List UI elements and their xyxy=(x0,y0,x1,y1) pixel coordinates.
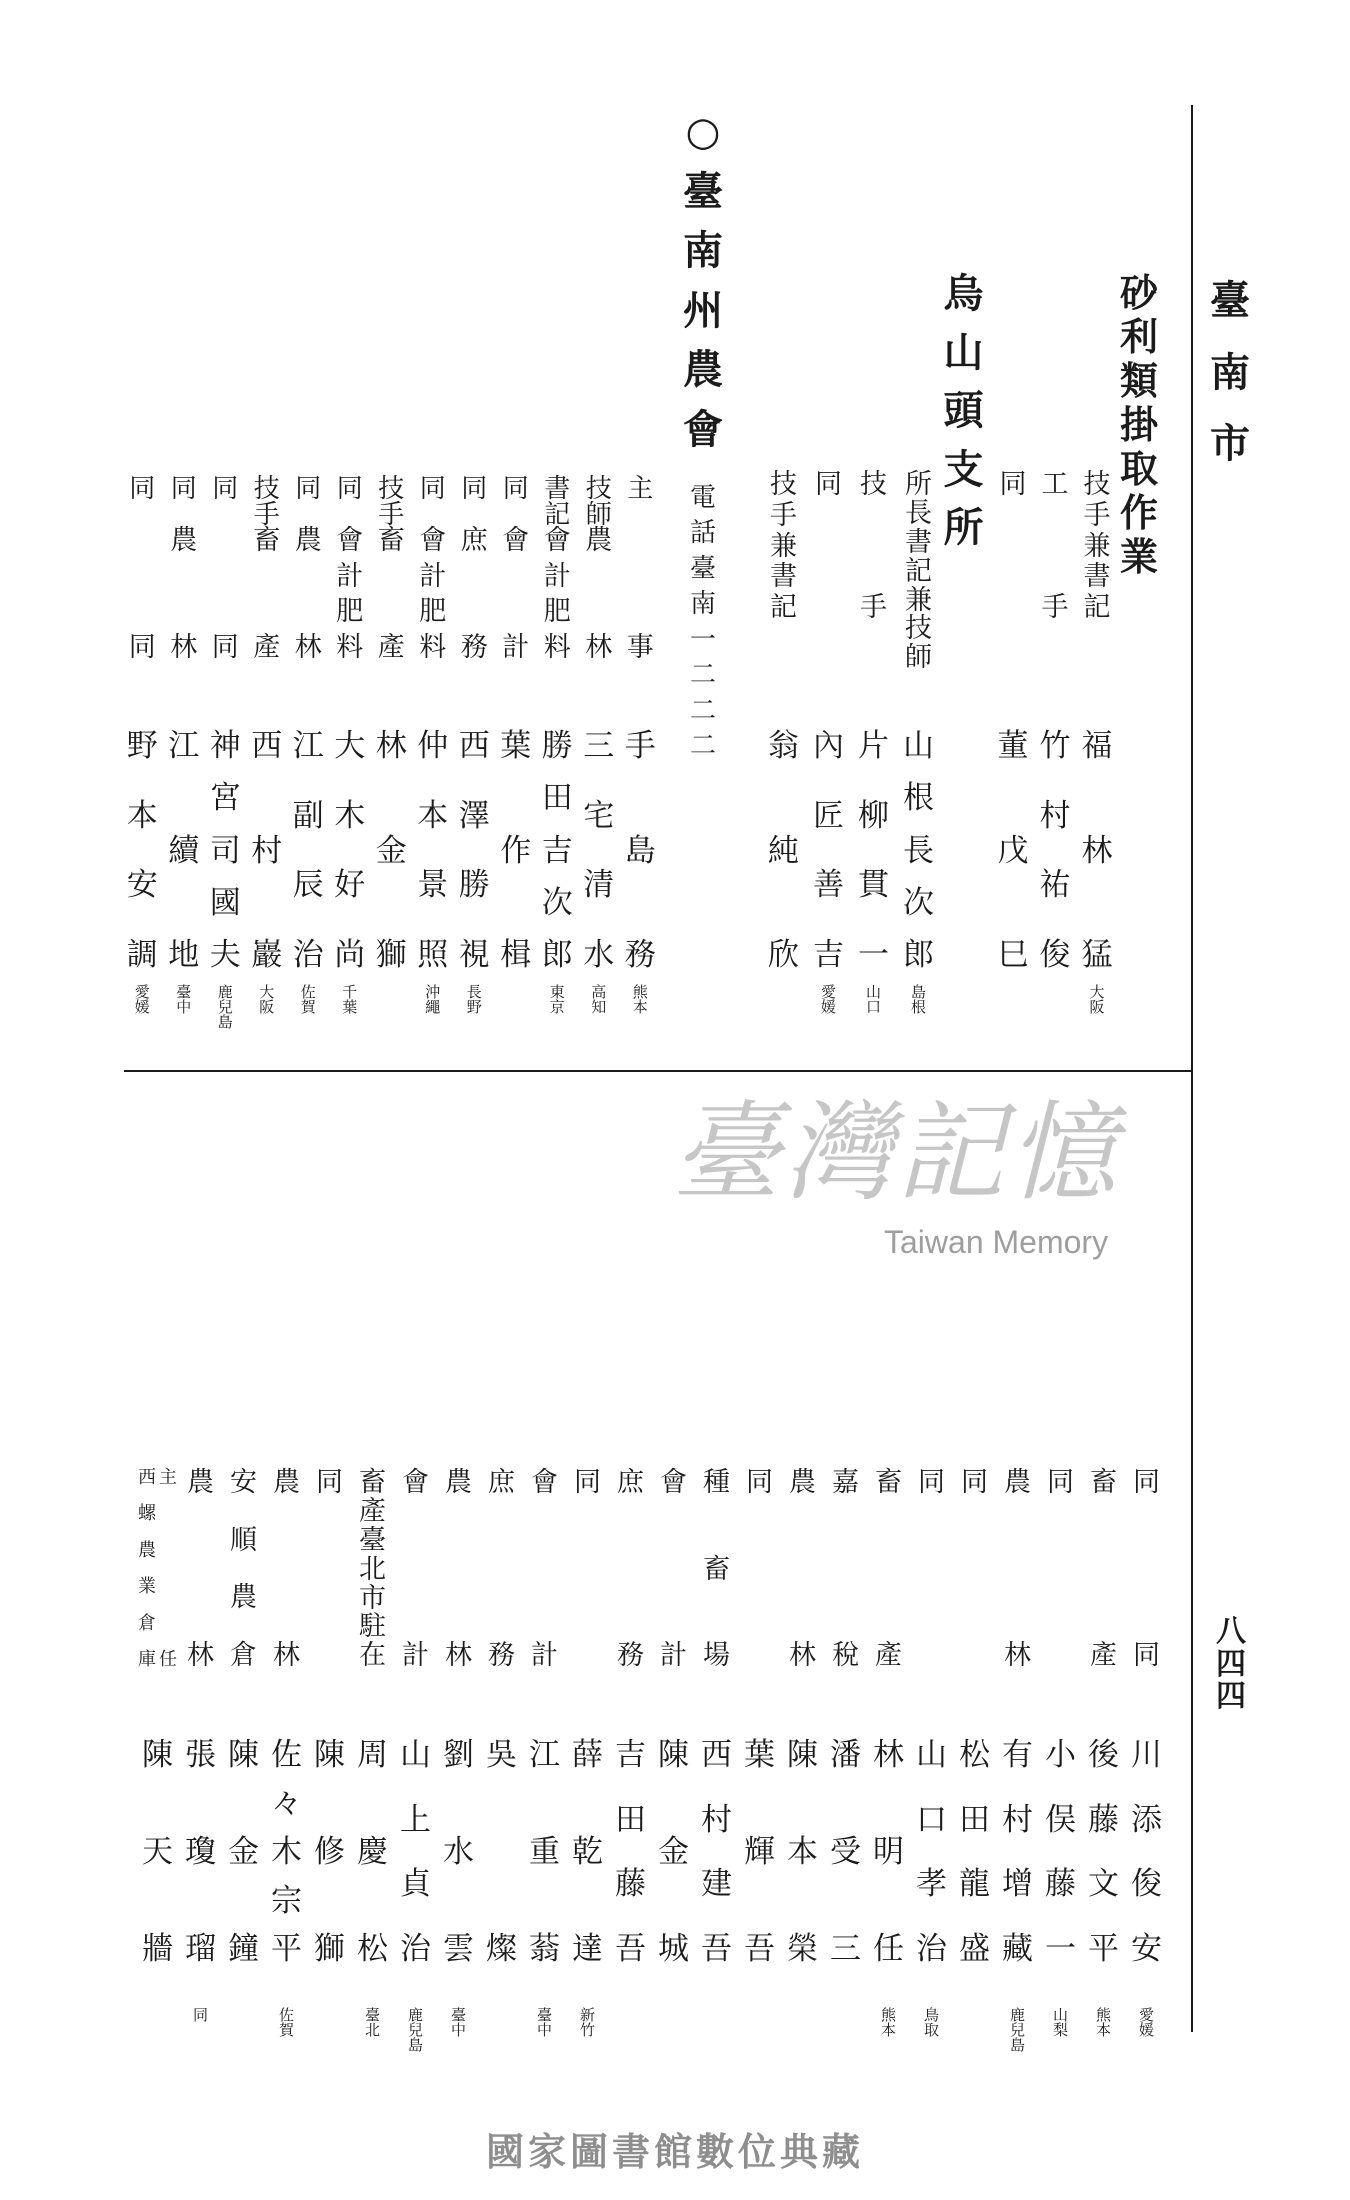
entry-origin: 島 根 xyxy=(910,983,927,1016)
entry-dept: 畜 產 xyxy=(253,525,281,663)
entry-origin: 大 阪 xyxy=(259,983,275,1016)
entry-title: 農 林 xyxy=(187,1467,214,1671)
entry-name: 陳 修 獅 xyxy=(314,1737,345,1967)
entry-title-line: 西 螺 農 業 倉 庫 xyxy=(138,1467,156,1670)
entry-origin: 山 口 xyxy=(865,983,882,1016)
entry-origin: 愛 媛 xyxy=(820,983,837,1016)
entry-name: 神 宮 司 國 夫 xyxy=(209,728,241,973)
entry-rank: 同 xyxy=(461,474,488,504)
entry-origin: 熊 本 xyxy=(632,983,648,1016)
entry-column xyxy=(566,0,609,2200)
entry-origin: 沖 繩 xyxy=(425,983,441,1016)
entry-rank: 同 xyxy=(170,474,197,504)
entry-column xyxy=(222,0,265,2200)
entry-title: 同 xyxy=(918,1467,945,1498)
entry-name: 大 木 好 尚 xyxy=(334,728,366,973)
entry-name: 福 林 猛 xyxy=(1081,728,1113,973)
entry-origin: 大 阪 xyxy=(1089,983,1105,1016)
entry-title: 同 xyxy=(746,1467,773,1498)
entry-column xyxy=(1125,0,1168,2200)
entry-name: 潘 受 三 xyxy=(830,1737,861,1967)
entry-name: 松 田 龍 盛 xyxy=(959,1737,990,1967)
entry-column xyxy=(437,0,480,2200)
entry-title: 畜 產 臺 北 市 駐 在 xyxy=(359,1467,386,1672)
entry-name: 江 續 地 xyxy=(168,728,200,973)
entry-title: 嘉 稅 xyxy=(832,1467,859,1671)
entry-title: 農 林 xyxy=(273,1467,300,1671)
entry-name: 陳 本 榮 xyxy=(787,1737,818,1967)
entry-rank: 技 手 xyxy=(378,474,405,530)
entry-title: 農 林 xyxy=(789,1467,816,1671)
entry-name: 後 藤 文 平 xyxy=(1088,1737,1119,1967)
entry-title: 同 xyxy=(999,469,1027,500)
entry-name: 林 明 任 xyxy=(873,1737,904,1967)
entry-column xyxy=(351,0,394,2200)
entry-name: 西 澤 勝 視 xyxy=(458,728,490,973)
entry-name: 西 村 巖 xyxy=(251,728,283,973)
entry-dept: 會 計 肥 料 xyxy=(543,525,571,663)
entry-origin: 熊 本 xyxy=(1095,2006,1112,2039)
entry-title: 會 計 xyxy=(402,1467,429,1671)
entry-rank: 同 xyxy=(129,474,156,504)
page-number: 八 四 四 xyxy=(1216,1614,1246,1715)
entry-title-split xyxy=(138,1469,177,1669)
entry-origin: 鹿 兒 島 xyxy=(217,983,233,1031)
entry-title: 庶 務 xyxy=(617,1467,644,1671)
entry-name: 竹 村 祐 俊 xyxy=(1039,728,1071,973)
entry-name: 董 戊 巳 xyxy=(997,728,1029,973)
entry-origin: 鹿 兒 島 xyxy=(407,2006,424,2054)
entry-title: 工 手 xyxy=(1041,469,1069,623)
entry-column xyxy=(394,0,437,2200)
entry-rank: 同 xyxy=(502,474,529,504)
entry-origin: 鳥 取 xyxy=(923,2006,940,2039)
running-head: 臺 南 市 xyxy=(1210,277,1250,467)
entry-title: 會 計 xyxy=(531,1467,558,1671)
entry-name: 翁 純 欣 xyxy=(768,728,799,973)
entry-origin: 佐 賀 xyxy=(300,983,316,1016)
entry-title: 同 xyxy=(574,1467,601,1498)
entry-origin: 千 葉 xyxy=(342,983,358,1016)
entry-name: 手 島 務 xyxy=(624,728,656,973)
entry-origin: 同 xyxy=(192,2006,209,2024)
entry-name: 山 口 孝 治 xyxy=(916,1737,947,1967)
entry-origin: 臺 北 xyxy=(364,2006,381,2039)
section-heading: 砂 利 類 掛 取 作 業 xyxy=(1119,270,1159,579)
entry-title: 庶 務 xyxy=(488,1467,515,1671)
entry-rank: 技 手 xyxy=(253,474,280,530)
entry-dept: 同 xyxy=(211,632,239,663)
entry-origin: 臺 中 xyxy=(450,2006,467,2039)
entry-origin: 佐 賀 xyxy=(278,2006,295,2039)
entry-name: 西 村 建 吾 xyxy=(701,1737,732,1967)
entry-rank: 同 xyxy=(336,474,363,504)
entry-title: 農 林 xyxy=(1004,1467,1031,1671)
entry-dept: 會 計 肥 料 xyxy=(419,525,447,663)
entry-origin: 山 梨 xyxy=(1052,2006,1069,2039)
section-heading: ○ 臺 南 州 農 會 xyxy=(683,108,723,453)
entry-title-line: 主 任 xyxy=(159,1467,177,1670)
entry-dept: 同 xyxy=(128,632,156,663)
entry-title: 同 xyxy=(1047,1467,1074,1498)
entry-name: 小 俣 藤 一 xyxy=(1045,1737,1076,1967)
entry-title: 技 手 xyxy=(860,469,887,623)
section-heading: 烏 山 頭 支 所 xyxy=(943,270,984,551)
entry-column xyxy=(609,0,652,2200)
entry-name: 陳 金 鐘 xyxy=(228,1737,259,1967)
entry-name: 三 宅 清 水 xyxy=(583,728,615,973)
archive-footer: 國家圖書館數位典藏 xyxy=(485,2130,864,2174)
entry-dept: 農 林 xyxy=(170,525,198,663)
entry-origin: 愛 媛 xyxy=(134,983,150,1016)
entry-column xyxy=(179,0,222,2200)
entry-name: 葉 輝 吾 xyxy=(744,1737,775,1967)
entry-title: 畜 產 xyxy=(1090,1467,1117,1671)
entry-name: 仲 本 景 照 xyxy=(417,728,449,973)
entry-origin: 愛 媛 xyxy=(1138,2006,1155,2039)
entry-name: 佐 々 木 宗 平 xyxy=(271,1737,302,1967)
entry-dept: 庶 務 xyxy=(460,525,488,663)
entry-name: 林 金 獅 xyxy=(375,728,407,973)
entry-name: 陳 金 城 xyxy=(658,1737,689,1967)
entry-name: 吳 燦 xyxy=(486,1737,517,1967)
entry-name: 陳 天 牆 xyxy=(142,1737,173,1967)
entry-name: 山 上 貞 治 xyxy=(400,1737,431,1967)
entry-column xyxy=(136,0,179,2200)
entry-name: 內 匠 善 吉 xyxy=(813,728,844,973)
watermark-logo-text-en: Taiwan Memory xyxy=(884,1224,1109,1260)
entry-dept: 農 林 xyxy=(294,525,322,663)
entry-origin: 熊 本 xyxy=(880,2006,897,2039)
entry-title: 同 xyxy=(961,1467,988,1498)
entry-column xyxy=(480,0,523,2200)
entry-name: 野 本 安 調 xyxy=(126,728,158,973)
entry-origin: 東 京 xyxy=(549,983,565,1016)
entry-title: 所 長 書 記 兼 技 師 xyxy=(905,469,932,674)
entry-title: 同 xyxy=(316,1467,343,1498)
entry-title: 技 手 兼 書 記 xyxy=(770,469,797,623)
entry-rank: 技 師 xyxy=(585,474,612,530)
entry-name: 江 副 辰 治 xyxy=(292,728,324,973)
entry-name: 張 瓊 瑠 xyxy=(185,1737,216,1967)
entry-name: 劉 水 雲 xyxy=(443,1737,474,1967)
entry-name: 吉 田 藤 吾 xyxy=(615,1737,646,1967)
entry-title: 同 同 xyxy=(1133,1467,1160,1671)
entry-title: 種 畜 場 xyxy=(703,1467,730,1671)
entry-dept: 會 計 肥 料 xyxy=(336,525,364,663)
entry-column xyxy=(265,0,308,2200)
entry-name: 有 村 增 藏 xyxy=(1002,1737,1033,1967)
entry-title: 畜 產 xyxy=(875,1467,902,1671)
entry-title: 同 xyxy=(815,469,842,500)
entry-name: 山 根 長 次 郎 xyxy=(903,728,934,973)
entry-column xyxy=(308,0,351,2200)
entry-origin: 臺 中 xyxy=(536,2006,553,2039)
entry-rank: 同 xyxy=(212,474,239,504)
entry-dept: 事 xyxy=(626,632,654,663)
vertical-border-rule xyxy=(1191,105,1193,2032)
entry-rank: 主 xyxy=(627,474,654,504)
entry-name: 葉 作 楫 xyxy=(500,728,532,973)
entry-title: 安 順 農 倉 xyxy=(230,1467,257,1671)
phone-number: 電 話 臺 南 一 二 二 二 xyxy=(689,483,717,761)
entry-name: 川 添 俊 安 xyxy=(1131,1737,1162,1967)
entry-origin: 鹿 兒 島 xyxy=(1009,2006,1026,2054)
entry-name: 片 柳 貫 一 xyxy=(858,728,889,973)
entry-name: 周 慶 松 xyxy=(357,1737,388,1967)
entry-title: 會 計 xyxy=(660,1467,687,1671)
entry-origin: 臺 中 xyxy=(176,983,192,1016)
entry-rank: 書 記 xyxy=(544,474,571,530)
entry-rank: 同 xyxy=(419,474,446,504)
entry-origin: 新 竹 xyxy=(579,2006,596,2039)
entry-dept: 農 林 xyxy=(585,525,613,663)
entry-dept: 會 計 xyxy=(502,525,530,663)
entry-dept: 畜 產 xyxy=(377,525,405,663)
entry-column xyxy=(523,0,566,2200)
entry-title: 農 林 xyxy=(445,1467,472,1671)
entry-title: 技 手 兼 書 記 xyxy=(1083,469,1111,623)
entry-name: 薛 乾 達 xyxy=(572,1737,603,1967)
watermark-logo-text: 臺灣記憶 xyxy=(672,1091,1121,1216)
entry-rank: 同 xyxy=(295,474,322,504)
entry-origin: 長 野 xyxy=(466,983,482,1016)
entry-origin: 高 知 xyxy=(591,983,607,1016)
entry-name: 江 重 蓊 xyxy=(529,1737,560,1967)
entry-name: 勝 田 吉 次 郎 xyxy=(541,728,573,973)
